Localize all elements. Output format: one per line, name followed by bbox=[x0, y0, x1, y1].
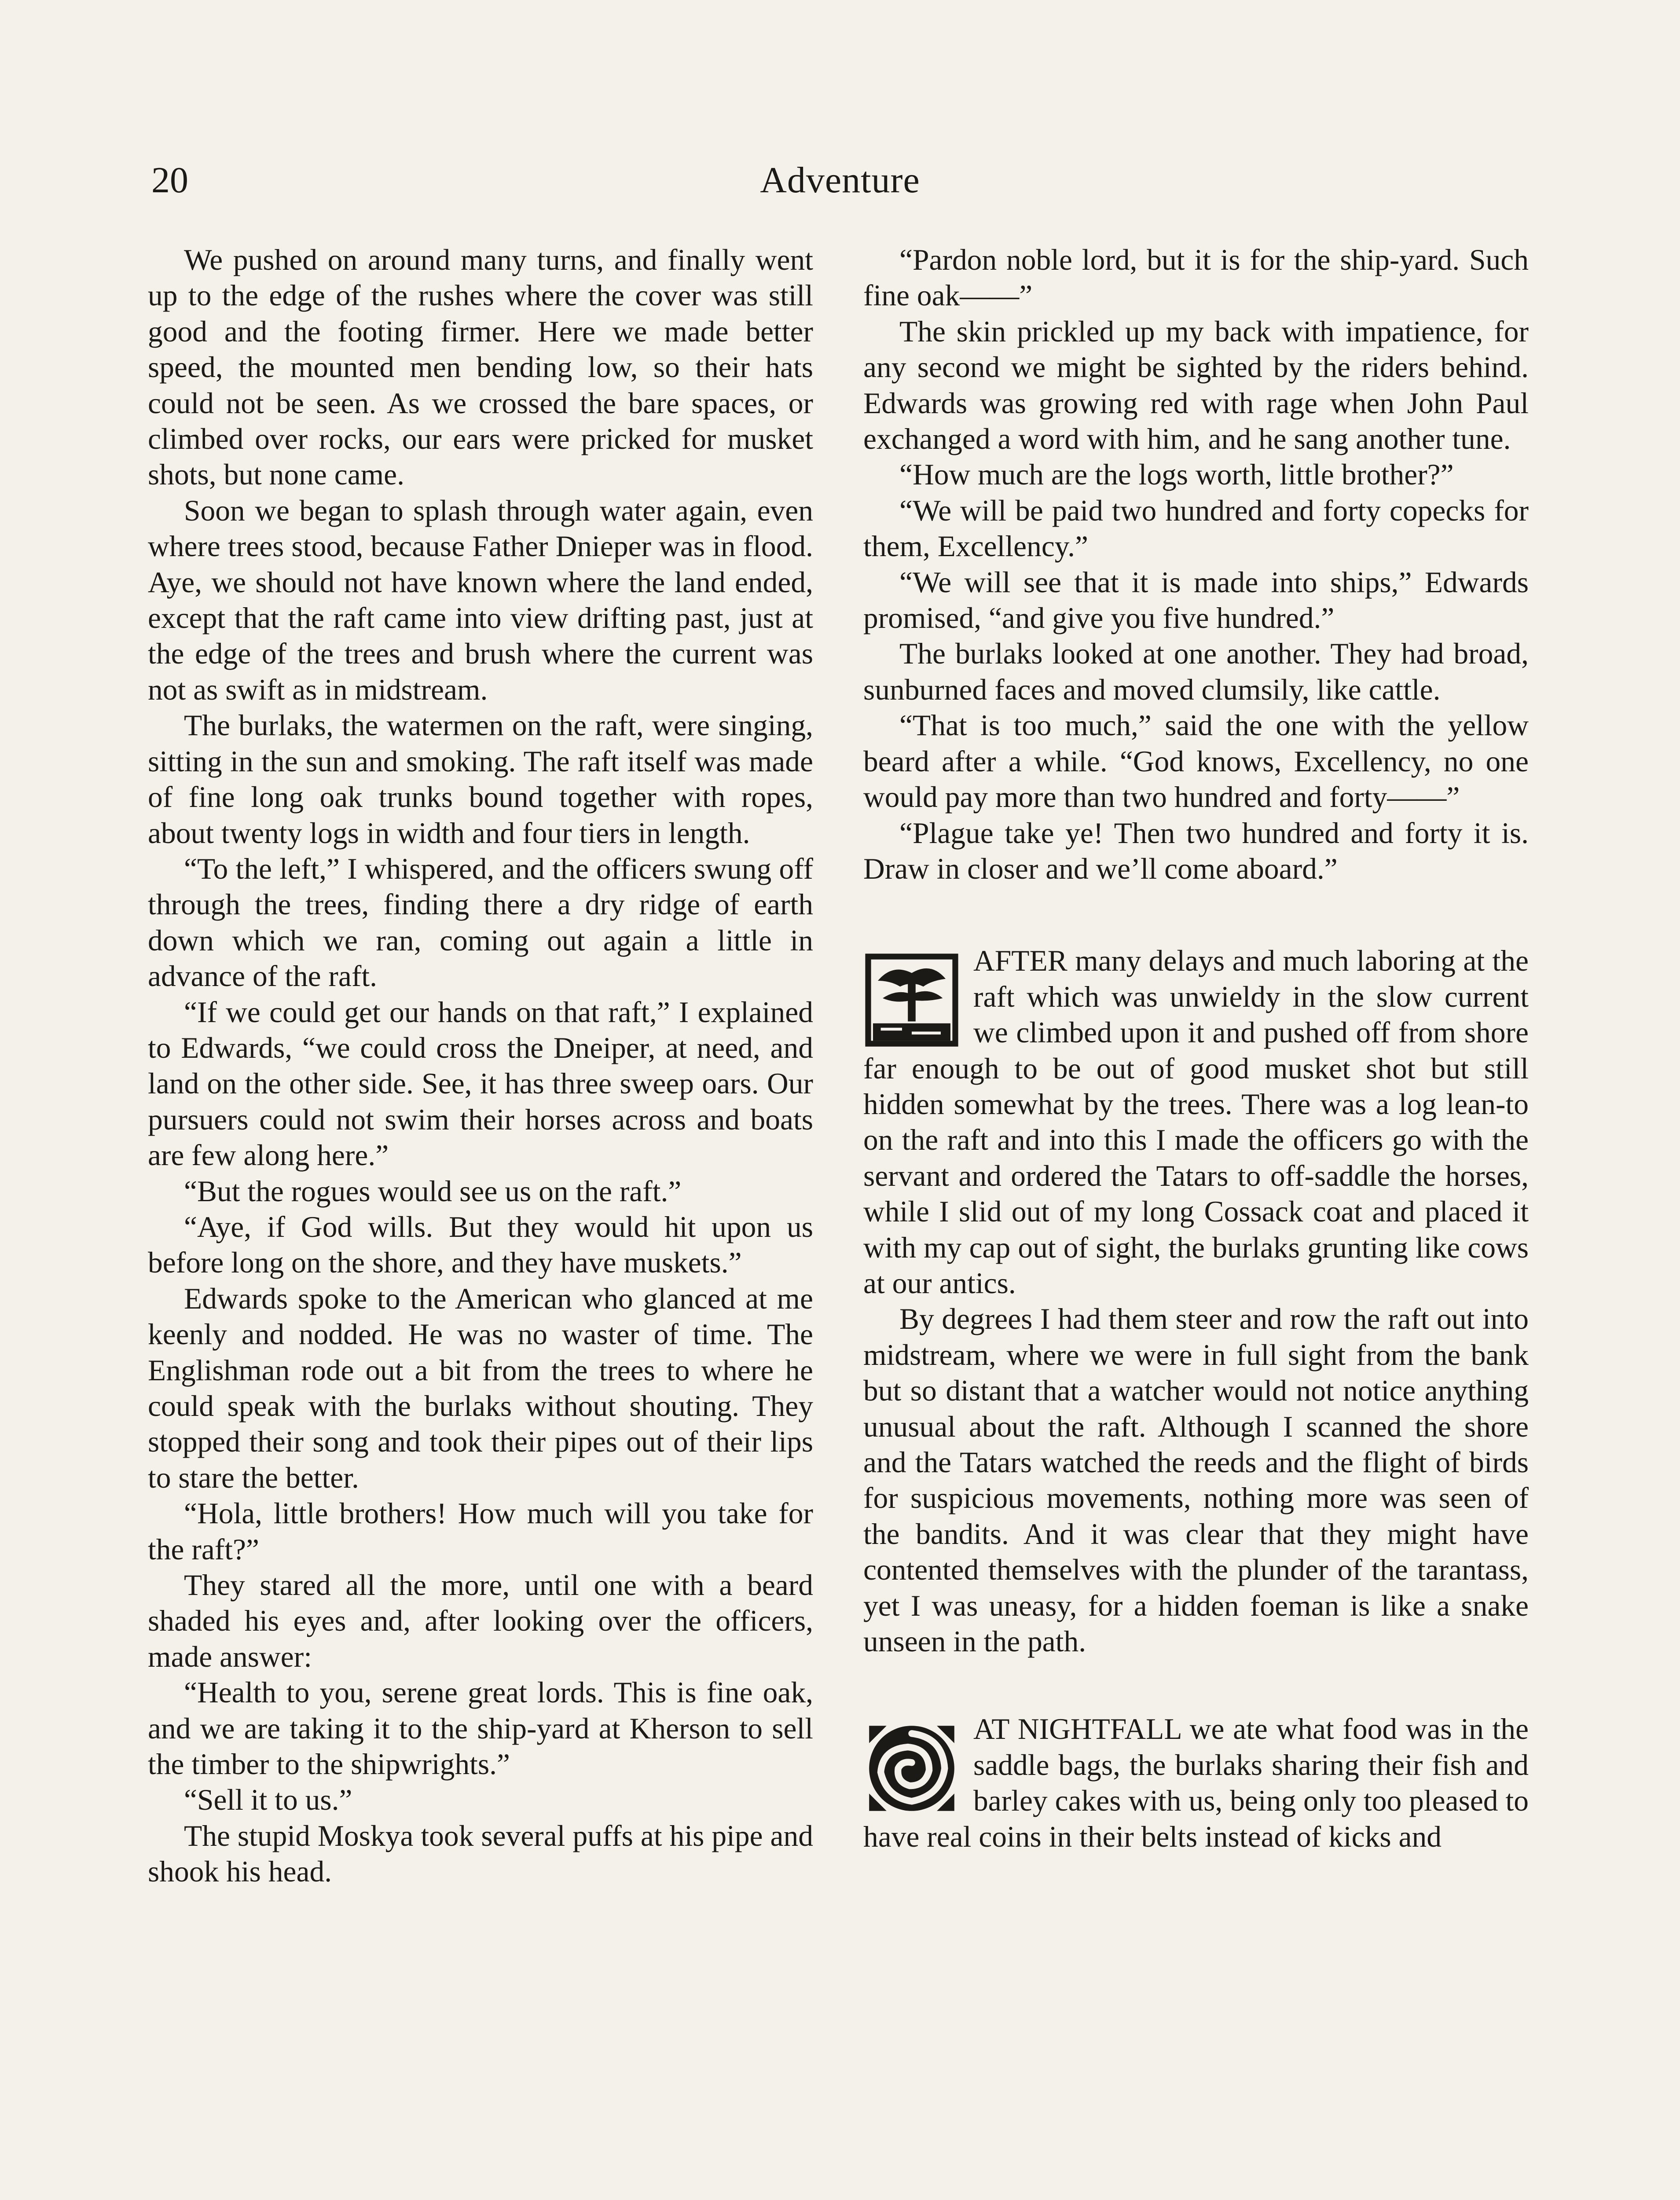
paragraph: They stared all the more, until one with a beard shaded his eyes and, after looking over the officers, made answer: bbox=[148, 1569, 813, 1673]
paragraph: “How much are the logs worth, little brother?” bbox=[899, 458, 1454, 491]
paragraph: The burlaks, the watermen on the raft, were singing, sitting in the sun and smoking. The raft itself was made of fine long oak trunks bound together with ropes, about twenty logs in width and four tiers in length. bbox=[148, 709, 813, 850]
running-title: Adventure bbox=[760, 160, 920, 201]
tree-landscape-ornament bbox=[863, 952, 960, 1049]
page-number: 20 bbox=[151, 160, 188, 201]
paragraph: “Plague take ye! Then two hundred and forty it is. Draw in closer and we’ll come aboard.” bbox=[863, 816, 1529, 885]
paragraph: Edwards spoke to the American who glanced at me keenly and nodded. He was no waster of time. The Englishman rode out a bit from the trees to where he could speak with the burlaks without shouting. They stopped their song and took their pipes out of their lips to stare the better. bbox=[148, 1282, 813, 1494]
paragraph: “That is too much,” said the one with the yellow beard after a while. “God knows, Excellency, no one would pay more than two hundred and forty——” bbox=[863, 709, 1529, 814]
paragraph: The skin prickled up my back with impatience, for any second we might be sighted by the riders behind. Edwards was growing red with rage when John Paul exchanged a word with him, and he sang another tune. bbox=[863, 315, 1529, 456]
paragraph: AT NIGHTFALL we ate what food was in the saddle bags, the burlaks sharing their fish and barley cakes with us, being only too pleased to have real coins in their belts instead of kicks and bbox=[863, 1712, 1529, 1853]
paragraph: Soon we began to splash through water again, even where trees stood, because Father Dnieper was in flood. Aye, we should not have known where the land ended, except that the raft came into view drifting past, just at the edge of the trees and brush where the current was not as swift as in midstream. bbox=[148, 494, 813, 706]
paragraph: The burlaks looked at one another. They had broad, sunburned faces and moved clumsily, like cattle. bbox=[863, 637, 1529, 706]
paragraph: “Pardon noble lord, but it is for the ship-yard. Such fine oak——” bbox=[863, 243, 1529, 312]
section-nightfall bbox=[863, 1711, 1529, 1855]
paragraph: “But the rogues would see us on the raft.” bbox=[184, 1174, 682, 1208]
paragraph: By degrees I had them steer and row the raft out into midstream, where we were in full sight from the bank but so distant that a watcher would not notice anything unusual about the raft. Although I scanned the shore and the Tatars watched the reeds and the flight of birds for suspicious movements, nothing more was seen of the bandits. And it was clear that they might have contented themselves with the plunder of the tarantass, yet I was uneasy, for a hidden foeman is like a snake unseen in the path. bbox=[863, 1302, 1529, 1658]
paragraph: “Health to you, serene great lords. This is fine oak, and we are taking it to the ship-yard at Kherson to sell the timber to the shipwrights.” bbox=[148, 1676, 813, 1781]
paragraph: “We will be paid two hundred and forty copecks for them, Excellency.” bbox=[863, 494, 1529, 563]
page-header bbox=[151, 150, 1529, 211]
paragraph: AFTER many delays and much laboring at the raft which was unwieldy in the slow current we climbed upon it and pushed off from shore far enough to be out of good musket shot but still hidden somewhat by the trees. There was a log lean-to on the raft and into this I made the officers go with the servant and ordered the Tatars to off-saddle the horses, while I slid out of my long Cossack coat and placed it with my cap out of sight, the burlaks grunting like cows at our antics. bbox=[863, 944, 1529, 1300]
paragraph: “If we could get our hands on that raft,” I explained to Edwards, “we could cross the Dneiper, at need, and land on the other side. See, it has three sweep oars. Our pursuers could not swim their horses across and boats are few along here.” bbox=[148, 995, 813, 1172]
spiral-knot-ornament bbox=[863, 1720, 960, 1817]
paragraph: “Aye, if God wills. But they would hit upon us before long on the shore, and they have muskets.” bbox=[148, 1210, 813, 1280]
paragraph: The stupid Moskya took several puffs at his pipe and shook his head. bbox=[148, 1819, 813, 1888]
section-after bbox=[863, 943, 1529, 1659]
paragraph: “To the left,” I whispered, and the officers swung off through the trees, finding there a dry ridge of earth down which we ran, coming out again a little in advance of the raft. bbox=[148, 852, 813, 993]
paragraph: We pushed on around many turns, and finally went up to the edge of the rushes where the cover was still good and the footing firmer. Here we made better speed, the mounted men bending low, so their hats could not be seen. As we crossed the bare spaces, or climbed over rocks, our ears were pricked for musket shots, but none came. bbox=[148, 243, 813, 491]
right-column bbox=[863, 242, 1529, 1855]
paragraph: “Sell it to us.” bbox=[184, 1783, 352, 1817]
paragraph: “We will see that it is made into ships,” Edwards promised, “and give you five hundred.” bbox=[863, 565, 1529, 635]
paragraph: “Hola, little brothers! How much will you take for the raft?” bbox=[148, 1497, 813, 1566]
left-column bbox=[148, 242, 813, 1890]
